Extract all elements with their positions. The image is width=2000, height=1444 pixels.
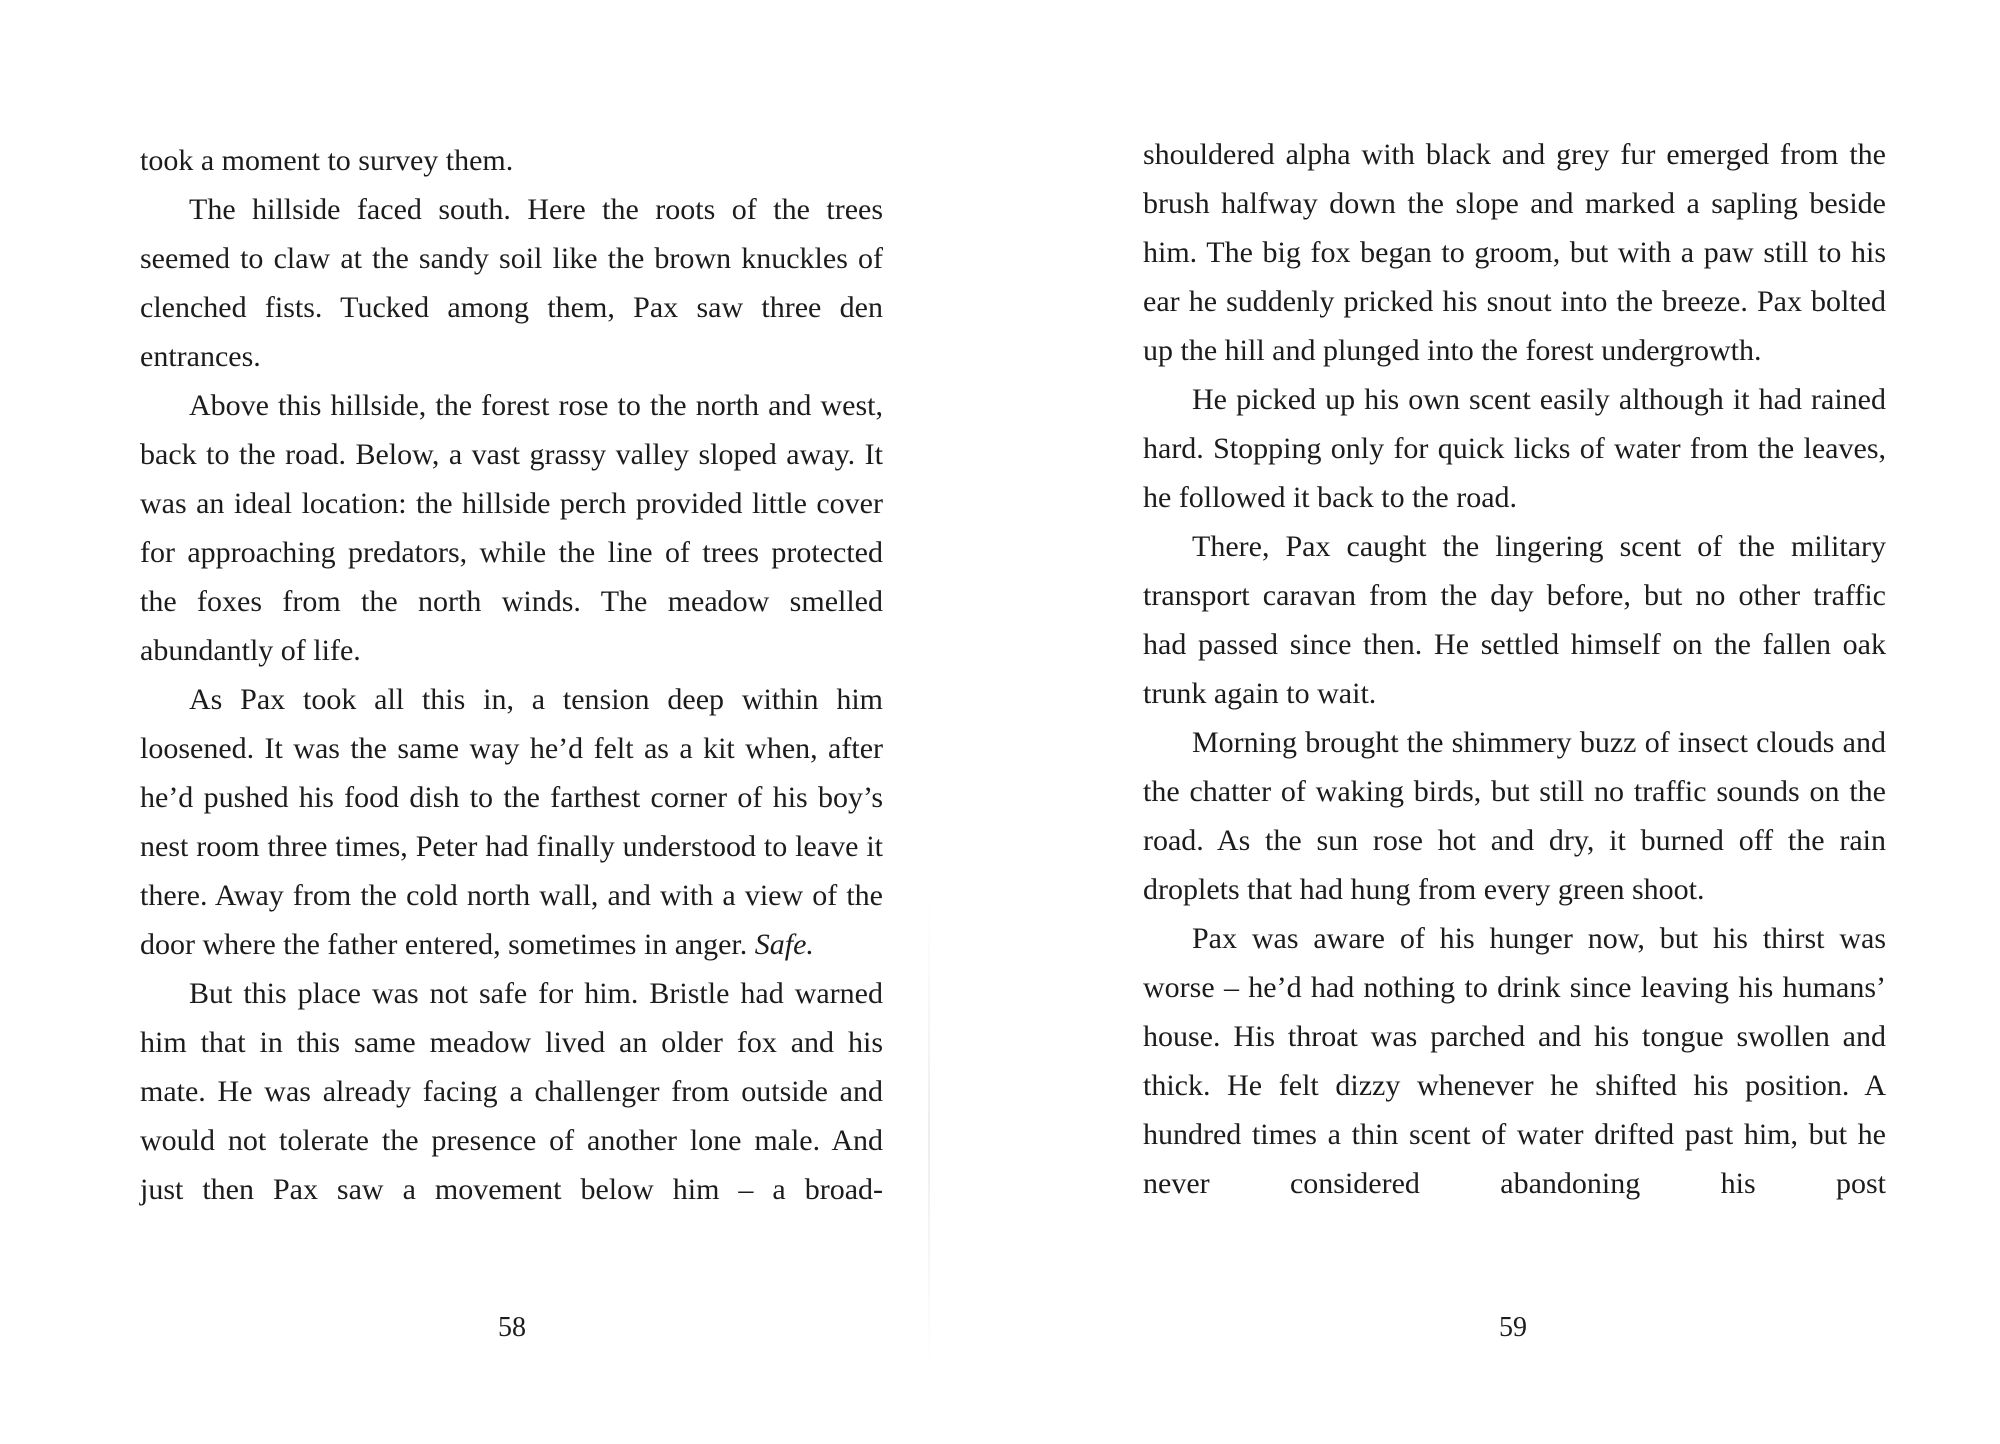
paragraph: He picked up his own scent easily although it had rained hard. Stopping only for quick licks of water from the leaves, he followed it back to the road. <box>1143 383 1886 514</box>
right-page <box>1070 0 2000 1444</box>
paragraph-text: As Pax took all this in, a tension deep within him loosened. It was the same way he’d felt as a kit when, after he’d pushed his food dish to the farthest corner of his boy’s nest room three times, Peter had finally understood to leave it there. Away from the cold north wall, and with a view of the door where the father entered, sometimes in anger. <box>140 683 883 961</box>
paragraph: took a moment to survey them. <box>140 144 514 177</box>
left-page-text <box>140 136 883 1214</box>
emphasis-safe: Safe. <box>754 928 814 961</box>
paragraph: shouldered alpha with black and grey fur emerged from the brush halfway down the slope and marked a sapling beside him. The big fox began to groom, but with a paw still to his ear he suddenly pricked his snout into the breeze. Pax bolted up the hill and plunged into the forest undergrowth. <box>1143 138 1886 367</box>
paragraph: The hillside faced south. Here the roots of the trees seemed to claw at the sandy soil like the brown knuckles of clenched fists. Tucked among them, Pax saw three den entrances. <box>140 193 883 373</box>
paragraph: There, Pax caught the lingering scent of the military transport caravan from the day before, but no other traffic had passed since then. He settled himself on the fallen oak trunk again to wait. <box>1143 530 1886 710</box>
page-gutter <box>928 900 930 1370</box>
page-number: 59 <box>1499 1312 1527 1343</box>
left-page <box>0 0 930 1444</box>
paragraph: Morning brought the shimmery buzz of insect clouds and the chatter of waking birds, but still no traffic sounds on the road. As the sun rose hot and dry, it burned off the rain droplets that had hung from every green shoot. <box>1143 726 1886 906</box>
page-number: 58 <box>498 1312 526 1343</box>
paragraph: Above this hillside, the forest rose to the north and west, back to the road. Below, a vast grassy valley sloped away. It was an ideal location: the hillside perch provided little cover for approaching predators, while the line of trees protected the foxes from the north winds. The meadow smelled abundantly of life. <box>140 389 883 667</box>
paragraph: But this place was not safe for him. Bristle had warned him that in this same meadow lived an older fox and his mate. He was already facing a challenger from outside and would not tolerate the presence of another lone male. And just then Pax saw a movement below him – a broad- <box>140 977 883 1206</box>
paragraph: Pax was aware of his hunger now, but his thirst was worse – he’d had nothing to drink since leaving his humans’ house. His throat was parched and his tongue swollen and thick. He felt dizzy whenever he shifted his position. A hundred times a thin scent of water drifted past him, but he never considered abandoning his post <box>1143 922 1886 1200</box>
right-page-text <box>1143 130 1886 1208</box>
paragraph-with-emphasis <box>140 675 883 969</box>
